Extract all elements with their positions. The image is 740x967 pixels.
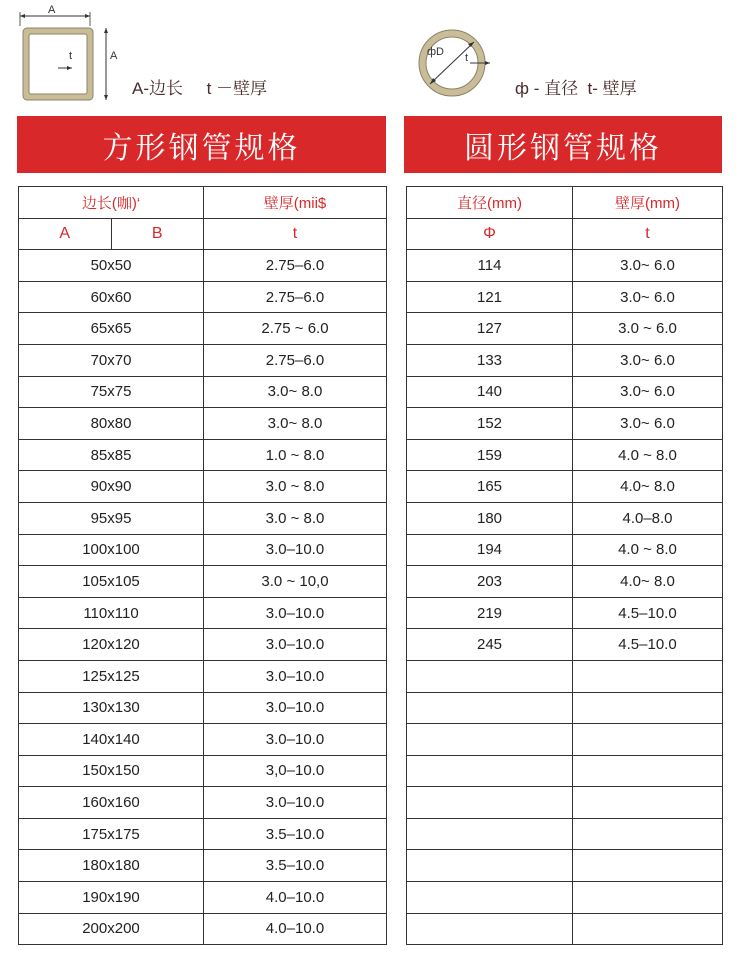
diameter-cell: 165 [407,471,573,503]
round-header-thickness: 壁厚(mm) [573,187,723,219]
thickness-cell: 4.0~ 8.0 [573,566,723,598]
table-row [19,471,387,503]
diameter-cell: 133 [407,344,573,376]
size-cell: 105x105 [19,566,204,598]
thickness-cell: 3.0–10.0 [204,597,387,629]
size-cell: 120x120 [19,629,204,661]
diameter-cell: 127 [407,313,573,345]
thickness-cell: 3,0–10.0 [204,755,387,787]
round-dim-d: фD [427,46,444,58]
table-row [19,850,387,882]
size-cell: 85x85 [19,439,204,471]
diameter-cell: 159 [407,439,573,471]
round-header-diameter: 直径(mm) [407,187,573,219]
thickness-cell: 2.75–6.0 [204,281,387,313]
table-row [407,471,723,503]
table-row [407,439,723,471]
round-title: 圆形钢管规格 [464,130,662,166]
diameter-cell [407,724,573,756]
size-cell: 65x65 [19,313,204,345]
thickness-cell: 3.0–10.0 [204,629,387,661]
size-cell: 140x140 [19,724,204,756]
thickness-cell: 3.0~ 6.0 [573,408,723,440]
table-row [407,660,723,692]
diameter-cell [407,818,573,850]
size-cell: 90x90 [19,471,204,503]
diameter-cell: 180 [407,502,573,534]
table-row [19,660,387,692]
thickness-cell: 3.0~ 6.0 [573,376,723,408]
table-row [19,502,387,534]
table-row [407,629,723,661]
table-row [19,344,387,376]
table-row [19,629,387,661]
thickness-cell [573,850,723,882]
table-row [407,250,723,282]
diameter-cell: 114 [407,250,573,282]
table-row [19,534,387,566]
thickness-cell [573,755,723,787]
square-subheader-a: A [59,224,71,242]
round-subheader-row [407,218,723,250]
size-cell: 200x200 [19,913,204,945]
thickness-cell: 2.75–6.0 [204,344,387,376]
thickness-cell: 3.0–10.0 [204,660,387,692]
table-row [19,281,387,313]
diameter-cell: 152 [407,408,573,440]
size-cell: 100x100 [19,534,204,566]
round-legend: ф - 直径 t- 壁厚 [515,79,637,98]
table-row [19,439,387,471]
square-dim-a-top: A [48,4,56,16]
table-row [407,376,723,408]
diameter-cell: 203 [407,566,573,598]
square-subheader-b: B [151,224,163,242]
size-cell: 125x125 [19,660,204,692]
thickness-cell: 3.0 ~ 10,0 [204,566,387,598]
table-row [407,850,723,882]
diameter-cell [407,660,573,692]
thickness-cell: 1.0 ~ 8.0 [204,439,387,471]
square-legend: A-边长 t －壁厚 [132,79,268,98]
size-cell: 70x70 [19,344,204,376]
thickness-cell: 4.0–10.0 [204,882,387,914]
diameter-cell [407,787,573,819]
size-cell: 180x180 [19,850,204,882]
square-dim-a-side: A [110,50,118,62]
table-row [407,787,723,819]
thickness-cell: 2.75 ~ 6.0 [204,313,387,345]
thickness-cell: 4.0 ~ 8.0 [573,439,723,471]
thickness-cell [573,787,723,819]
thickness-cell: 3.0~ 6.0 [573,344,723,376]
table-row [407,534,723,566]
table-row [19,755,387,787]
table-row [19,882,387,914]
thickness-cell: 2.75–6.0 [204,250,387,282]
thickness-cell [573,882,723,914]
round-subheader-phi: Φ [407,218,573,250]
diameter-cell: 140 [407,376,573,408]
thickness-cell: 3.0~ 8.0 [204,376,387,408]
thickness-cell: 3.0~ 6.0 [573,281,723,313]
size-cell: 150x150 [19,755,204,787]
thickness-cell: 3.0 ~ 8.0 [204,502,387,534]
square-spec-table [18,186,387,945]
square-header-thickness: 壁厚(mii$ [204,187,387,219]
thickness-cell: 3.5–10.0 [204,850,387,882]
thickness-cell: 4.5–10.0 [573,597,723,629]
thickness-cell: 4.0–8.0 [573,502,723,534]
size-cell: 110x110 [19,597,204,629]
thickness-cell: 4.0 ~ 8.0 [573,534,723,566]
round-tube-diagram [408,26,504,100]
square-title-banner [17,116,386,173]
thickness-cell [573,724,723,756]
square-subheader-ab [19,218,204,250]
square-header-row [19,187,387,219]
square-title: 方形钢管规格 [102,130,301,166]
table-row [19,250,387,282]
table-row [19,313,387,345]
thickness-cell: 3.0~ 6.0 [573,250,723,282]
thickness-cell: 4.0–10.0 [204,913,387,945]
table-row [407,344,723,376]
diameter-cell [407,850,573,882]
table-row [19,787,387,819]
thickness-cell: 3.0–10.0 [204,787,387,819]
table-row [19,818,387,850]
thickness-cell: 3.0 ~ 6.0 [573,313,723,345]
thickness-cell: 3.0–10.0 [204,692,387,724]
size-cell: 95x95 [19,502,204,534]
diameter-cell: 245 [407,629,573,661]
table-row [407,913,723,945]
diameter-cell [407,882,573,914]
table-row [407,882,723,914]
thickness-cell: 3.5–10.0 [204,818,387,850]
size-cell: 160x160 [19,787,204,819]
square-subheader-row [19,218,387,250]
size-cell: 175x175 [19,818,204,850]
round-subheader-t: t [573,218,723,250]
thickness-cell: 4.0~ 8.0 [573,471,723,503]
table-row [19,566,387,598]
round-header-row [407,187,723,219]
diameter-cell: 219 [407,597,573,629]
table-row [407,724,723,756]
round-spec-table [406,186,723,945]
table-row [407,502,723,534]
table-row [407,597,723,629]
thickness-cell [573,660,723,692]
table-row [19,913,387,945]
thickness-cell: 3.0~ 8.0 [204,408,387,440]
size-cell: 130x130 [19,692,204,724]
thickness-cell [573,913,723,945]
thickness-cell [573,818,723,850]
table-row [407,408,723,440]
table-row [407,692,723,724]
square-subheader-t: t [204,218,387,250]
size-cell: 50x50 [19,250,204,282]
table-row [407,818,723,850]
table-row [19,408,387,440]
table-row [407,313,723,345]
size-cell: 80x80 [19,408,204,440]
thickness-cell: 4.5–10.0 [573,629,723,661]
table-row [407,755,723,787]
table-row [19,724,387,756]
thickness-cell [573,692,723,724]
round-dim-t: t [465,52,469,64]
round-title-banner [404,116,722,173]
table-row [19,597,387,629]
diameter-cell: 194 [407,534,573,566]
diameter-cell [407,692,573,724]
size-cell: 190x190 [19,882,204,914]
table-row [19,376,387,408]
size-cell: 60x60 [19,281,204,313]
diameter-cell: 121 [407,281,573,313]
size-cell: 75x75 [19,376,204,408]
table-row [407,566,723,598]
diameter-cell [407,913,573,945]
thickness-cell: 3.0–10.0 [204,724,387,756]
square-dim-t: t [69,50,73,62]
square-header-side: 边长(咖)‘ [19,187,204,219]
thickness-cell: 3.0–10.0 [204,534,387,566]
table-row [407,281,723,313]
diameter-cell [407,755,573,787]
thickness-cell: 3.0 ~ 8.0 [204,471,387,503]
table-row [19,692,387,724]
